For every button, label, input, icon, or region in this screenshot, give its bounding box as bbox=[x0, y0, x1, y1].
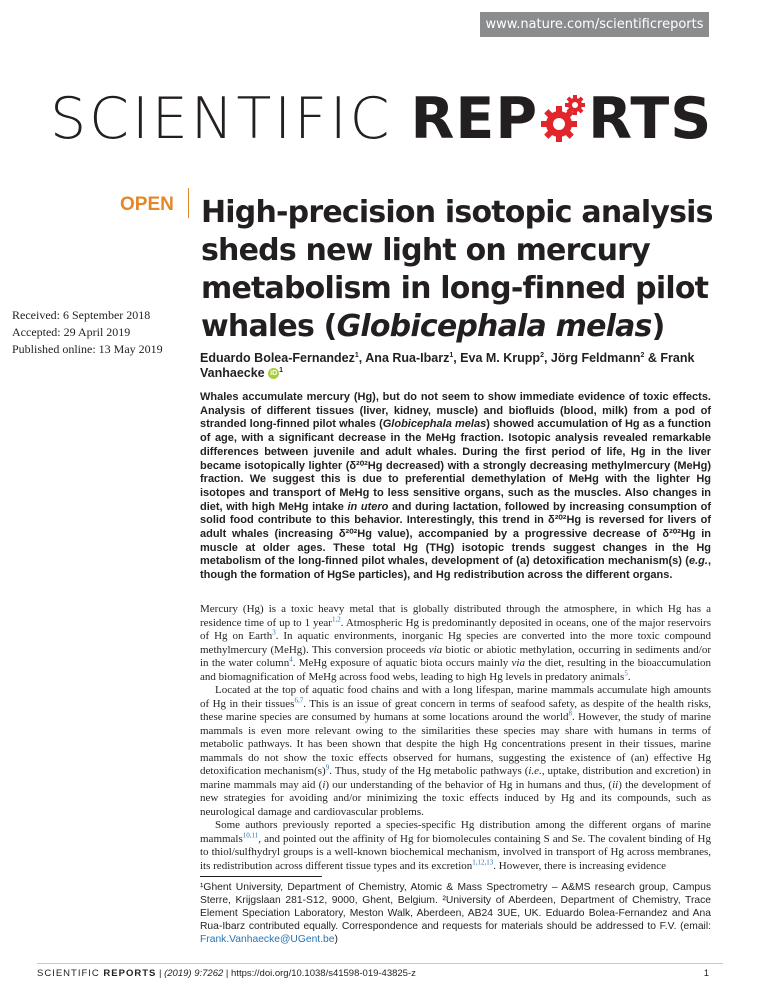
article-title: High-precision isotopic analysis sheds new light on mercury metabolism in long-finned pilot whales (Globicephala melas) bbox=[201, 195, 713, 344]
masthead-rts: RTS bbox=[588, 86, 713, 152]
citation-link[interactable]: 1,12,13 bbox=[472, 857, 494, 866]
citation-link[interactable]: 1,2 bbox=[331, 614, 341, 623]
orcid-icon[interactable]: iD bbox=[270, 370, 278, 378]
journal-url-tab[interactable]: www.nature.com/scientificreports bbox=[480, 12, 709, 37]
citation-link[interactable]: 9 bbox=[325, 763, 330, 772]
body-paragraph: Located at the top of aquatic food chains and with a long lifespan, marine mammals accumulate high amounts of Hg in their tissues$^{6,7}$. This is an issue of great concern in terms of seafood safety, as despite of the health risks, these marine species are consumed by humans at some locations around the world$^8$. However, the study of marine mammals is even more relevant owing to the similarities these species may share with humans in terms of metabolic pathways. It has been shown that despite the high Hg concentrations present in their tissues, marine mammals do not show the toxic effects observed for humans, suggesting the existence of (an) effective Hg detoxification $mechanism(s)^9$. Thus, study of the Hg metabolic pathways (i.e., uptake, distribution and excretion) in marine mammals may aid (i) our understanding of the behavior of Hg in humans and thus, (ii) the development of new strategies for avoiding and/or minimizing the toxic effects induced by Hg and its compounds, such as neurological damage and cardiovascular problems. bbox=[200, 684, 711, 818]
body-paragraph: Some authors previously reported a species-specific Hg distribution among the different organs of marine mammals$^{10,11}$, and pointed out the affinity of Hg for biomolecules containing S and Se. The covalent binding of Hg to thiol/sulfhydryl groups is a well-known biochemical mechanism, involved in transport of Hg across membranes, its redistribution across different tissue types and its excretion$^{1,12,13}$. However, there is increasing evidence bbox=[200, 819, 711, 872]
author-name[interactable]: Eduardo Bolea-Fernandez bbox=[200, 351, 355, 365]
published-date: Published online: 13 May 2019 bbox=[12, 342, 163, 356]
footer-citation: (2019) 9:7262 bbox=[164, 968, 224, 979]
citation-link[interactable]: 5 bbox=[624, 668, 628, 677]
correspondence-email-link[interactable]: Frank.Vanhaecke@UGent.be bbox=[200, 934, 335, 945]
masthead-reports bbox=[410, 86, 712, 152]
affiliations: ¹Ghent University, Department of Chemistry, Atomic & Mass Spectrometry – A&MS research group, Campus Sterre, Krijgslaan 281-S12, 9000, Ghent, Belgium. ²University of Aberdeen, Department of Chemistry, Trace Element Speciation Laboratory, Meston Walk, Aberdeen, AB24 3UE, UK. Eduardo Bolea-Fernandez and Ana Rua-Ibarz contributed equally. Correspondence and requests for materials should be addressed to F.V. (email: Frank.Vanhaecke@UGent.be) bbox=[200, 882, 711, 945]
author-list: Eduardo Bolea-Fernandez$^1$, Ana Rua-Ibarz$^1$, Eva M. Krupp$^2$, Jörg Feldmann$^2$ & Frank Vanhaecke iD $^1$ bbox=[200, 351, 695, 380]
open-divider bbox=[188, 188, 189, 218]
author-name[interactable]: & Frank Vanhaecke bbox=[200, 351, 695, 380]
body-text bbox=[200, 603, 711, 873]
article-dates bbox=[12, 307, 163, 358]
received-date: Received: 6 September 2018 bbox=[12, 308, 151, 322]
journal-masthead bbox=[50, 86, 713, 152]
citation-link[interactable]: 8 bbox=[568, 709, 573, 718]
author-name[interactable]: , Jörg Feldmann bbox=[543, 351, 641, 365]
citation-link[interactable]: 10,11 bbox=[242, 830, 259, 839]
footer-doi-link[interactable]: | https://doi.org/10.1038/s41598-019-43825-z bbox=[223, 968, 416, 979]
page-number: 1 bbox=[703, 968, 709, 979]
footer-journal: SCIENTIFIC REPORTS bbox=[37, 968, 157, 979]
accepted-date: Accepted: 29 April 2019 bbox=[12, 325, 131, 339]
open-access-label: OPEN bbox=[120, 194, 174, 215]
gear-logo-icon bbox=[539, 92, 587, 142]
footer-divider bbox=[37, 963, 723, 964]
body-paragraph: Mercury (Hg) is a toxic heavy metal that is globally distributed through the atmosphere, in which Hg has a residence time of up to 1 year$^{1,2}$. Atmospheric Hg is predominantly deposited in oceans, one of the major reservoirs of Hg on Earth$^3$. In aquatic environments, inorganic Hg species are converted into the more toxic compound methylmercury (MeHg). This conversion proceeds via biotic or abiotic methylation, occurring in sediments and/or in the water column$^4$. MeHg exposure of aquatic biota occurs mainly via the diet, resulting in the bioaccumulation and biomagnification of MeHg across food webs, leading to high Hg levels in predatory animals$^5$. bbox=[200, 603, 712, 683]
citation-link[interactable]: 6,7 bbox=[294, 695, 304, 704]
abstract: Whales accumulate mercury (Hg), but do not seem to show immediate evidence of toxic effects. Analysis of different tissues (liver, kidney, muscle) and biofluids (blood, milk) from a pod of stranded long-finned pilot whales (Globicephala melas) showed accumulation of Hg as a function of age, with a significant decrease in the MeHg fraction. Isotopic analysis revealed remarkable differences between juvenile and adult whales. During the first period of life, Hg in the liver became isotopically lighter (δ²⁰²Hg decreased) with a strongly decreasing methylmercury (MeHg) fraction. We suggest this is due to preferential demethylation of MeHg with the lighter Hg isotopes and transport of MeHg to less sensitive organs, such as the muscles. Also changes in diet, with high MeHg intake in utero and during lactation, followed by increasing consumption of solid food contribute to this behavior. Interestingly, this trend in δ²⁰²Hg is reversed for livers of adult whales (increasing δ²⁰²Hg value), accompanied by a progressive decrease of δ²⁰²Hg in muscle at older ages. These total Hg (THg) isotopic trends suggest changes in the Hg metabolism of the long-finned pilot whales, development of (a) detoxification mechanism(s) (e.g., though the formation of HgSe particles), and Hg redistribution across the different organs. bbox=[200, 391, 711, 582]
masthead-rep: REP bbox=[410, 86, 539, 152]
affiliation-divider bbox=[200, 876, 322, 877]
page-footer: SCIENTIFIC REPORTS | (2019) 9:7262 | https://doi.org/10.1038/s41598-019-43825-z 1 bbox=[37, 968, 709, 979]
author-name[interactable]: , Eva M. Krupp bbox=[453, 351, 541, 365]
citation-link[interactable]: 4 bbox=[289, 655, 293, 664]
citation-link[interactable]: 3 bbox=[272, 628, 276, 637]
author-name[interactable]: , Ana Rua-Ibarz bbox=[358, 351, 450, 365]
masthead-scientific: SCIENTIFIC bbox=[50, 86, 393, 152]
